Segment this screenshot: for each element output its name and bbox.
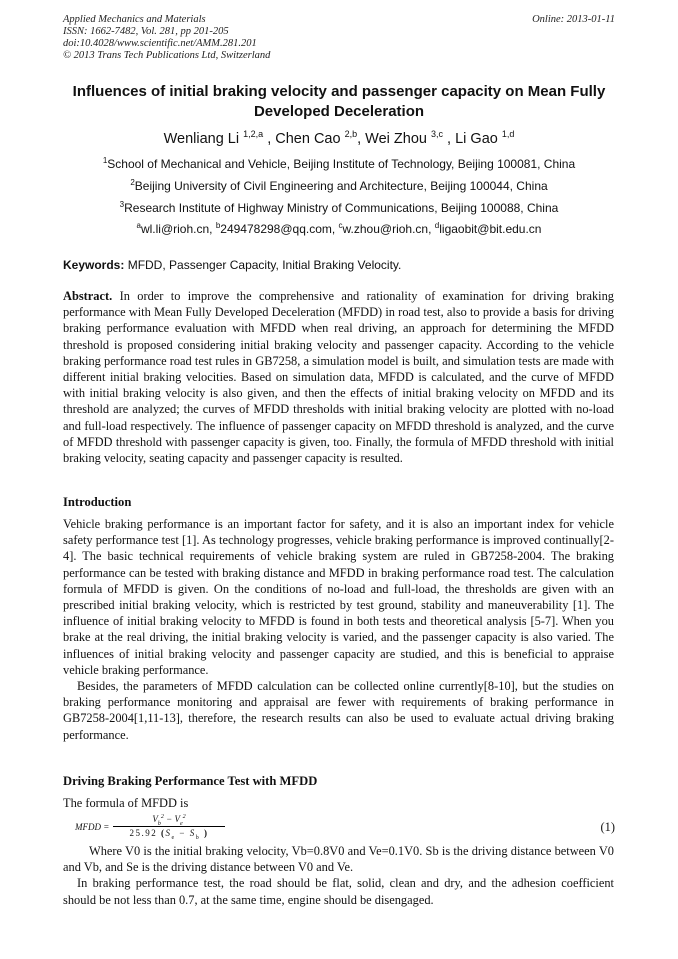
journal-issn: ISSN: 1662-7482, Vol. 281, pp 201-205: [63, 26, 229, 37]
author-separator: ,: [443, 131, 456, 147]
mfdd-formula: [75, 814, 615, 840]
introduction-body: [63, 516, 614, 743]
keywords-label: Keywords:: [63, 258, 125, 272]
affiliation-text: School of Mechanical and Vehicle, Beijing Institute of Technology, Beijing 100081, China: [107, 157, 576, 171]
abstract-label: Abstract.: [63, 289, 113, 303]
formula-operator: −: [175, 828, 190, 838]
author-separator: ,: [357, 131, 366, 147]
formula-subscript: e: [179, 820, 183, 827]
introduction-heading: Introduction: [63, 495, 132, 509]
formula-symbol: S: [189, 828, 196, 838]
author-name: Wei Zhou: [365, 131, 427, 147]
formula-lhs: MFDD =: [75, 822, 110, 832]
author-emails: [63, 221, 615, 237]
online-date: Online: 2013-01-11: [532, 14, 615, 25]
author-list: [63, 129, 615, 149]
author-affiliation-mark: 1,d: [501, 129, 515, 139]
formula-subscript: b: [195, 834, 201, 841]
email-mark: c: [338, 221, 343, 230]
journal-header: [63, 14, 270, 62]
author-separator: ,: [263, 131, 276, 147]
formula-paren: (: [157, 828, 166, 838]
author-name: Li Gao: [455, 131, 498, 147]
formula-symbol: S: [165, 828, 172, 838]
section-heading: Driving Braking Performance Test with MFDD: [63, 774, 318, 788]
abstract-text: In order to improve the comprehensive and rationality of examination for driving braking performance with Mean Fully Developed Deceleration (MFDD) in road test, also to provide a basis for driving braking performance evaluation with MFDD when real driving, an approach for determining the MFDD threshold is proposed considering initial braking velocity and passenger capacity. According to the vehicle braking performance road test rules in GB7258, a simulation model is built, and simulation tests are made with different initial braking velocities. Based on simulation data, MFDD is calculated, and the curve of MFDD with initial braking velocity is also given, and then the effects of initial braking velocity on MFDD and its threshold are analyzed; the curves of MFDD thresholds with initial braking velocity are plotted with no-load and full-load respectively. The influence of passenger capacity on MFDD threshold is analyzed, and the curve of MFDD threshold with passenger capacity is given, too. Finally, the formula of MFDD threshold with initial braking velocity, seating capacity and passenger capacity is resulted.: [63, 289, 614, 466]
formula-denominator: [113, 828, 225, 841]
formula-constant: 25.92: [129, 828, 158, 838]
author-affiliation-mark: 1,2,a: [243, 129, 264, 139]
formula-fraction: [113, 814, 225, 841]
affiliation: [63, 200, 615, 216]
formula-exponent: 2: [160, 814, 164, 820]
affiliation-number: 2: [130, 178, 135, 187]
author-affiliation-mark: 3,c: [431, 129, 444, 139]
email-address: 249478298@qq.com,: [220, 222, 339, 236]
author-affiliation-mark: 2,b: [344, 129, 358, 139]
abstract: [63, 288, 614, 466]
formula-symbol: V: [152, 814, 158, 824]
email-mark: a: [136, 221, 141, 230]
author-name: Chen Cao: [275, 131, 341, 147]
formula-numerator: [113, 814, 225, 825]
email-mark: b: [215, 221, 221, 230]
formula-exponent: 2: [182, 814, 186, 820]
email-mark: d: [434, 221, 440, 230]
email-address: ligaobit@bit.edu.cn: [439, 222, 542, 236]
journal-name: Applied Mechanics and Materials: [63, 14, 206, 25]
email-address: w.zhou@rioh.cn,: [342, 222, 435, 236]
email-address: wl.li@rioh.cn,: [140, 222, 216, 236]
keywords: [63, 257, 615, 273]
equation-number: (1): [600, 820, 615, 834]
formula-subscript: e: [171, 834, 176, 841]
section-body: [63, 843, 614, 908]
formula-subscript: b: [157, 820, 161, 827]
introduction-paragraph-1: Vehicle braking performance is an important factor for safety, and it is also an important index for vehicle safety performance test [1]. As technology progresses, vehicle braking performance is improved continually[2-4]. The basic technical requirements of vehicle braking system are ruled in GB7258-2004. The braking performance can be tested with braking distance and MFDD in braking performance road test. The calculation formula of MFDD is given. On the conditions of no-load and full-load, the thresholds are given with an prescribed initial braking velocity, which is restricted by test ground, stability and maneuverability [1]. The influence of initial braking velocity to MFDD is found in both tests and theoretical analysis [5-7]. When you brake at the real driving, the initial braking velocity is varied, and the passenger capacity is also varied. The influences of initial braking velocity and passenger capacity are studied, and this is beneficial to appraise vehicle braking performance.: [63, 517, 614, 677]
affiliation-number: 3: [119, 200, 125, 209]
journal-copyright: © 2013 Trans Tech Publications Ltd, Switzerland: [63, 50, 271, 61]
formula-paren: ): [200, 828, 209, 838]
affiliation: [63, 156, 615, 172]
affiliation: [63, 178, 615, 194]
affiliation-number: 1: [102, 156, 108, 165]
fraction-bar: [113, 826, 225, 827]
journal-doi: doi:10.4028/www.scientific.net/AMM.281.201: [63, 38, 257, 49]
formula-intro: The formula of MFDD is: [63, 796, 189, 810]
section-paragraph-2: In braking performance test, the road should be flat, solid, clean and dry, and the adhesion coefficient should be not less than 0.7, at the same time, engine should be disengaged.: [63, 876, 614, 907]
affiliation-text: Research Institute of Highway Ministry of Communications, Beijing 100088, China: [124, 201, 559, 215]
author-name: Wenliang Li: [163, 131, 240, 147]
formula-operator: −: [163, 814, 175, 824]
paper-title: Influences of initial braking velocity and passenger capacity on Mean Fully Developed Deceleration: [72, 83, 606, 120]
formula-symbol: V: [174, 814, 180, 824]
affiliation-text: Beijing University of Civil Engineering and Architecture, Beijing 100044, China: [134, 179, 548, 193]
section-paragraph-1: Where V0 is the initial braking velocity, Vb=0.8V0 and Ve=0.1V0. Sb is the driving distance between V0 and Vb, and Se is the driving distance between V0 and Ve.: [63, 844, 614, 875]
introduction-paragraph-2: Besides, the parameters of MFDD calculation can be collected online currently[8-10], but the studies on braking performance monitoring and appraisal are fewer with requirements of braking performance in GB7258-2004[1,11-13], therefore, the research results can also be used to evaluate actual driving braking performance.: [63, 679, 614, 742]
keywords-text: MFDD, Passenger Capacity, Initial Braking Velocity.: [124, 258, 402, 272]
